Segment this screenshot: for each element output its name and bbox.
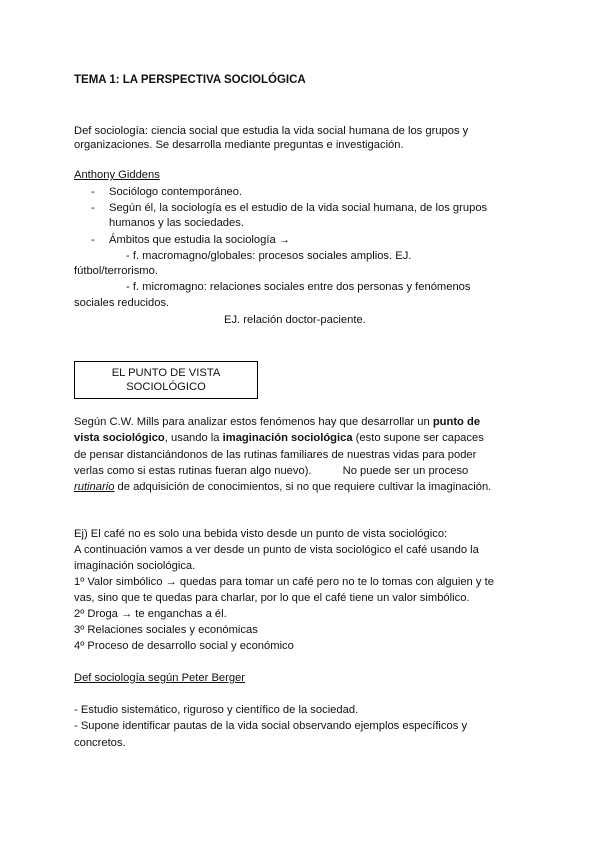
giddens-bullet-2-line-1: Según él, la sociología es el estudio de la vida social humana, de los grupos bbox=[109, 202, 488, 214]
micro-line-1: - f. micromagno: relaciones sociales entre dos personas y fenómenos bbox=[126, 281, 471, 293]
page-title: TEMA 1: LA PERSPECTIVA SOCIOLÓGICA bbox=[74, 74, 306, 86]
mills-bold: vista sociológico bbox=[74, 432, 165, 444]
mills-line-2 bbox=[74, 431, 484, 445]
mills-line-1 bbox=[74, 415, 480, 429]
bullet-dash: - bbox=[91, 186, 95, 198]
section-box-line-2: SOCIOLÓGICO bbox=[126, 381, 206, 393]
giddens-bullet-3: Ámbitos que estudia la sociología → bbox=[109, 234, 290, 246]
def-sociology-line-2: organizaciones. Se desarrolla mediante preguntas e investigación. bbox=[74, 139, 404, 151]
section-box-line-1: EL PUNTO DE VISTA bbox=[111, 367, 221, 379]
cafe-line-4: 1º Valor simbólico → quedas para tomar un café pero no te lo tomas con alguien y te bbox=[74, 576, 494, 588]
cafe-line-1: Ej) El café no es solo una bebida visto desde un punto de vista sociológico: bbox=[74, 528, 448, 540]
mills-text: de adquisición de conocimientos, si no que requiere cultivar la imaginación. bbox=[114, 481, 492, 493]
macro-line-1: - f. macromagno/globales: procesos sociales amplios. EJ. bbox=[126, 250, 412, 262]
cafe-line-3: imaginación sociológica. bbox=[74, 560, 196, 572]
micro-line-2: sociales reducidos. bbox=[74, 297, 170, 309]
giddens-bullet-2-line-2: humanos y las sociedades. bbox=[109, 217, 244, 229]
berger-line-2: - Supone identificar pautas de la vida social observando ejemplos específicos y bbox=[74, 720, 468, 732]
mills-line-4: verlas como si estas rutinas fueran algo nuevo). No puede ser un proceso bbox=[74, 465, 469, 477]
berger-heading: Def sociología según Peter Berger bbox=[74, 672, 246, 684]
mills-bold: punto de bbox=[432, 416, 481, 428]
mills-italic-underline: rutinario bbox=[74, 481, 115, 493]
bullet-dash: - bbox=[91, 202, 95, 214]
mills-text: , usando la bbox=[164, 432, 223, 444]
mills-bold: imaginación sociológica bbox=[222, 432, 353, 444]
cafe-line-7: 3º Relaciones sociales y económicas bbox=[74, 624, 258, 636]
cafe-line-8: 4º Proceso de desarrollo social y económico bbox=[74, 640, 294, 652]
berger-line-3: concretos. bbox=[74, 737, 126, 749]
berger-line-1: - Estudio sistemático, riguroso y científico de la sociedad. bbox=[74, 704, 359, 716]
macro-line-2: fútbol/terrorismo. bbox=[74, 265, 158, 277]
mills-line-5 bbox=[74, 480, 491, 494]
section-box bbox=[74, 361, 258, 399]
mills-text: (esto supone ser capaces bbox=[352, 432, 484, 444]
cafe-line-6: 2º Droga → te enganchas a él. bbox=[74, 608, 227, 620]
micro-example: EJ. relación doctor-paciente. bbox=[224, 314, 366, 326]
def-sociology-line-1: Def sociología: ciencia social que estudia la vida social humana de los grupos y bbox=[74, 125, 469, 137]
cafe-line-5: vas, sino que te quedas para charlar, por lo que el café tiene un valor simbólico. bbox=[74, 592, 470, 604]
giddens-heading: Anthony Giddens bbox=[74, 169, 160, 181]
bullet-dash: - bbox=[91, 234, 95, 246]
mills-text: Según C.W. Mills para analizar estos fenómenos hay que desarrollar un bbox=[74, 416, 433, 428]
mills-line-3: de pensar distanciándonos de las rutinas familiares de nuestras vidas para poder bbox=[74, 449, 477, 461]
cafe-line-2: A continuación vamos a ver desde un punto de vista sociológico el café usando la bbox=[74, 544, 479, 556]
giddens-bullet-1: Sociólogo contemporáneo. bbox=[109, 186, 243, 198]
